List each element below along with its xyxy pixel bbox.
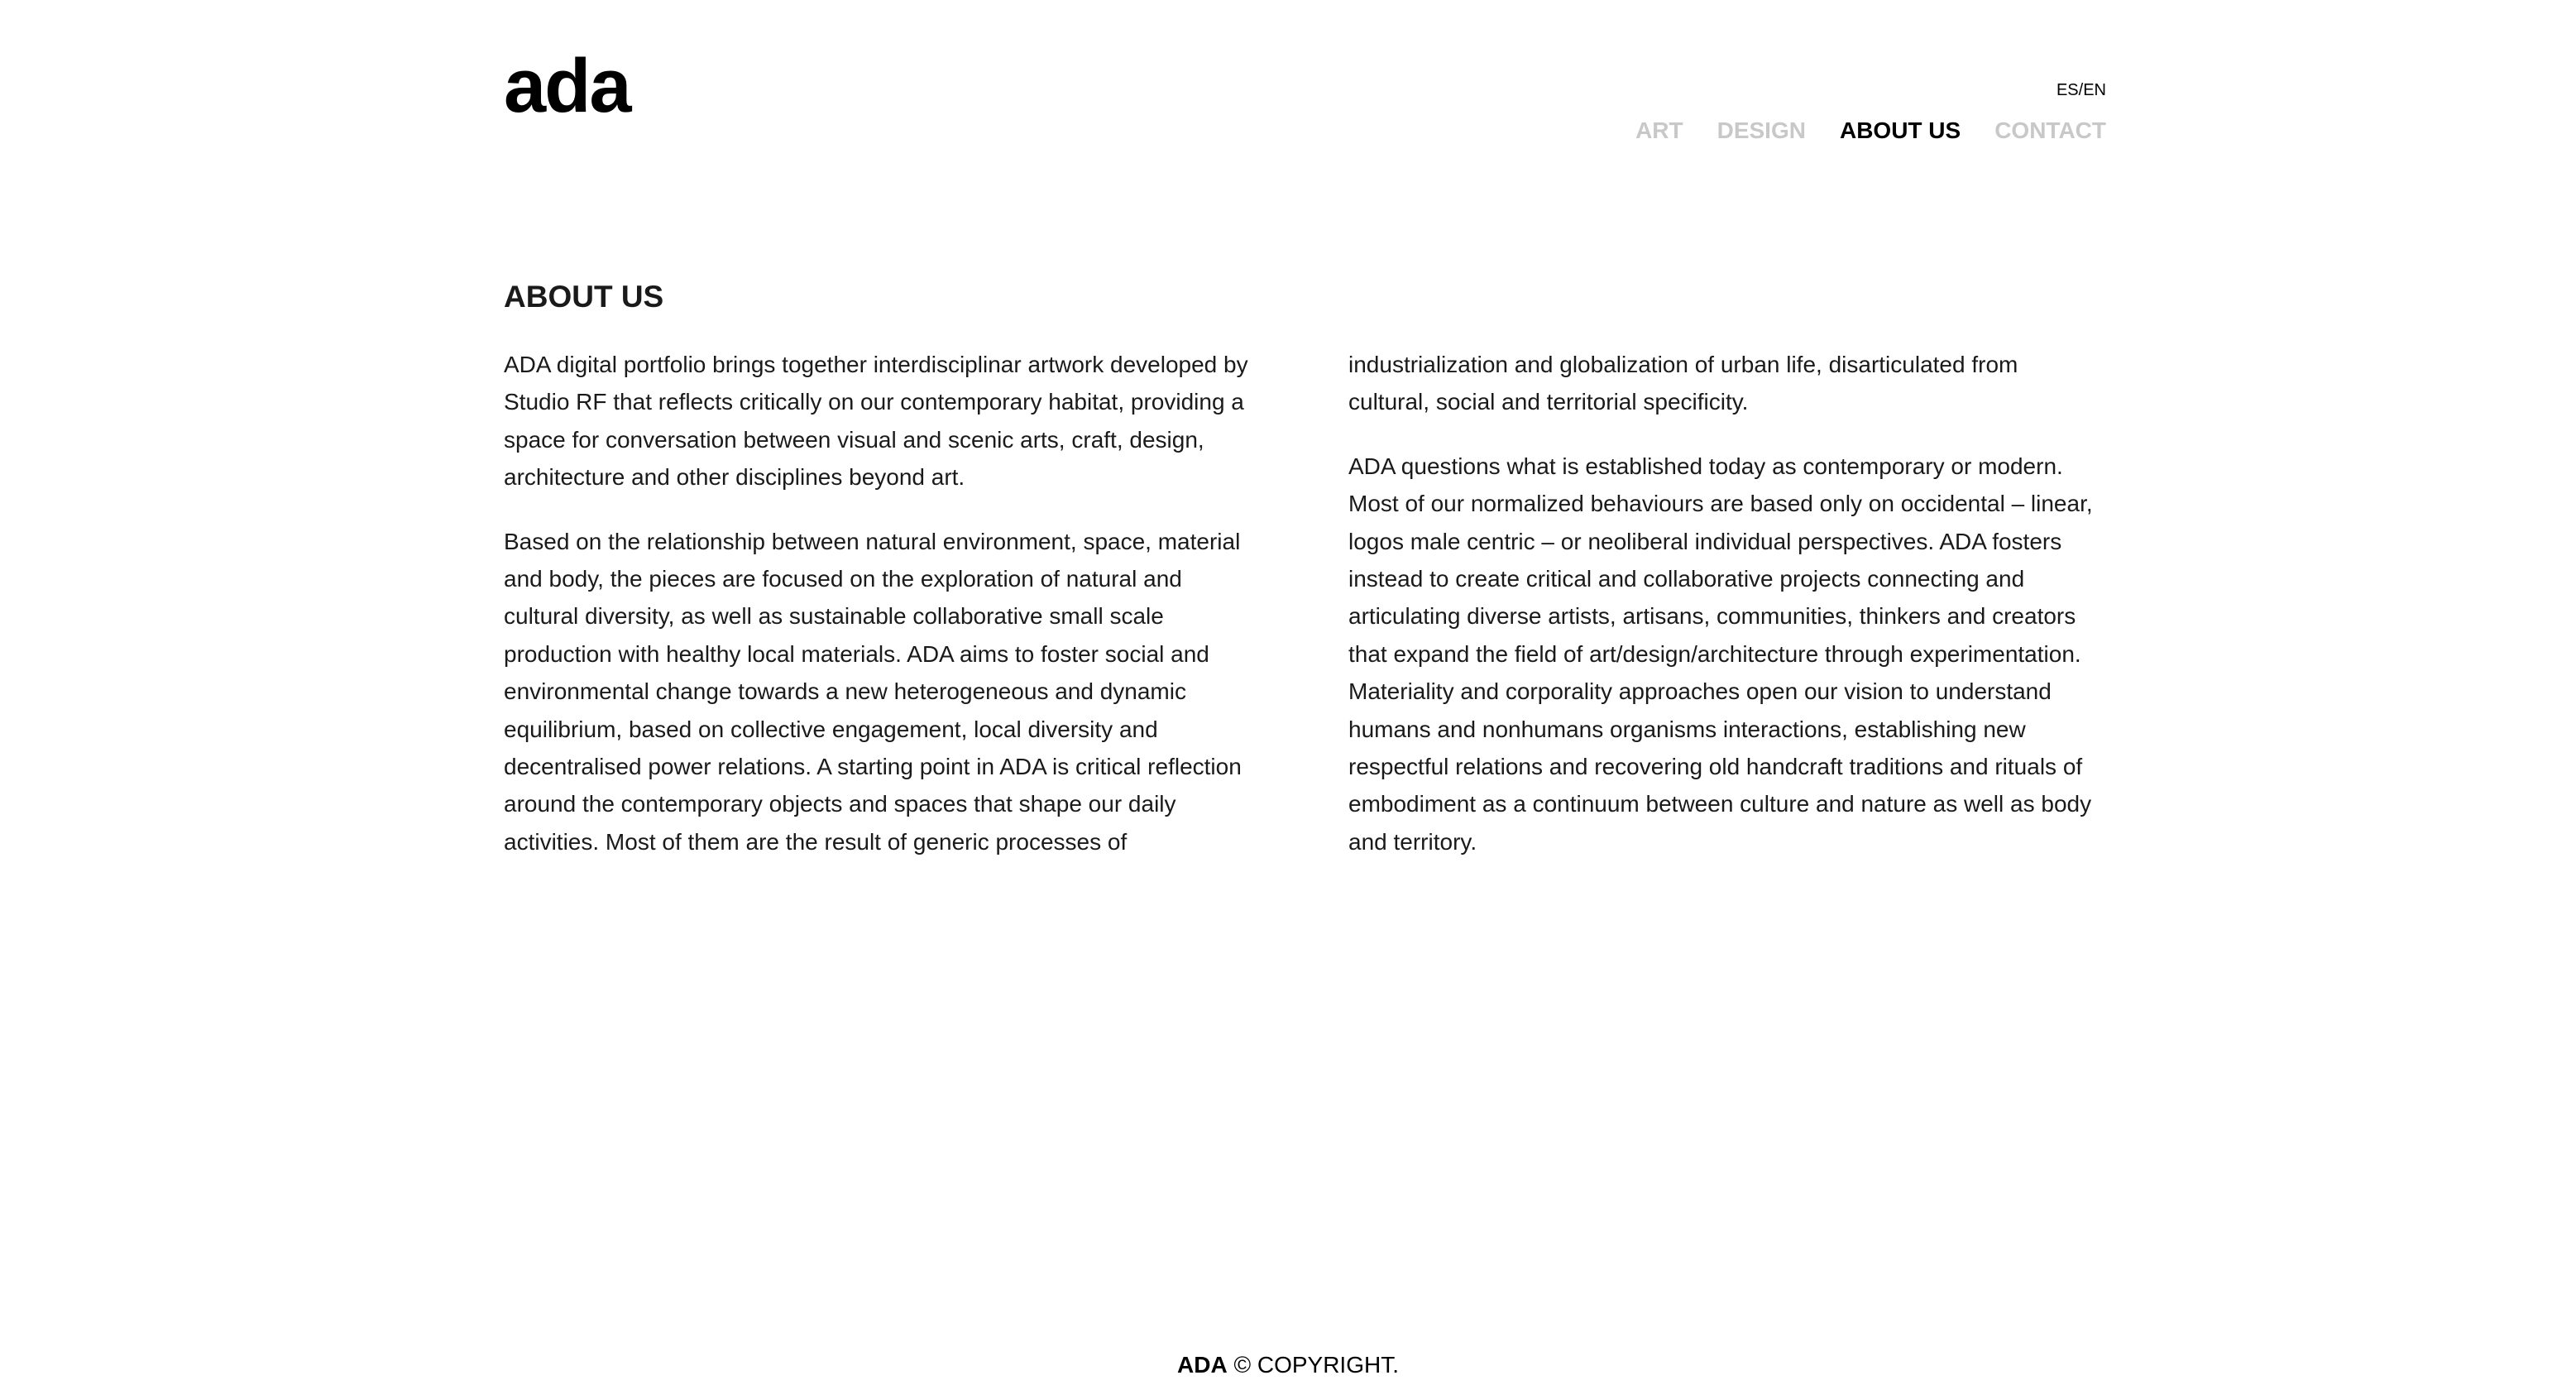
- page-title: ABOUT US: [504, 280, 664, 314]
- site-logo[interactable]: ada: [504, 44, 630, 128]
- main-nav: [1635, 119, 2106, 142]
- nav-item-art[interactable]: ART: [1635, 117, 1683, 143]
- footer-copyright: © COPYRIGHT.: [1227, 1352, 1399, 1378]
- about-paragraph: ADA questions what is established today as contemporary or modern. Most of our normalized behaviours are based only on occidental – linear, logos male centric – or neoliberal individual perspectives. ADA fosters instead to create critical and collaborative projects connecting and articulating diverse artists, artisans, communities, thinkers and creators that expand the field of art/design/architecture through experimentation. Materiality and corporality approaches open our vision to understand humans and nonhumans organisms interactions, establishing new respectful relations and recovering old handcraft traditions and rituals of embodiment as a continuum between culture and nature as well as body and territory.: [1348, 453, 2093, 855]
- language-switch[interactable]: ES/EN: [2056, 81, 2106, 99]
- site-footer: [0, 1352, 2576, 1378]
- about-paragraph: Based on the relationship between natural environment, space, material and body, the pieces are focused on the exploration of natural and cultural diversity, as well as sustainable collaborative small scale production with healthy local materials. ADA aims to foster social and environmental change towards a new heterogeneous and dynamic equilibrium, based on collective engagement, local diversity and decentralised power relations. A starting point in ADA is critical reflection around the contemporary objects and spaces that shape our daily activities. Most of them are the result of generic processes of industrialization and globalization of urban life, disarticulated from cultural, social and territorial specificity.: [504, 352, 2018, 855]
- nav-item-contact[interactable]: CONTACT: [1994, 117, 2106, 143]
- footer-brand: ADA: [1177, 1352, 1228, 1378]
- about-paragraph: ADA digital portfolio brings together interdisciplinar artwork developed by Studio RF that reflects critically on our contemporary habitat, providing a space for conversation between visual and scenic arts, craft, design, architecture and other disciplines beyond art.: [504, 352, 1248, 491]
- nav-item-about-us[interactable]: ABOUT US: [1839, 117, 1961, 143]
- nav-item-design[interactable]: DESIGN: [1717, 117, 1806, 143]
- about-text: [504, 346, 2097, 874]
